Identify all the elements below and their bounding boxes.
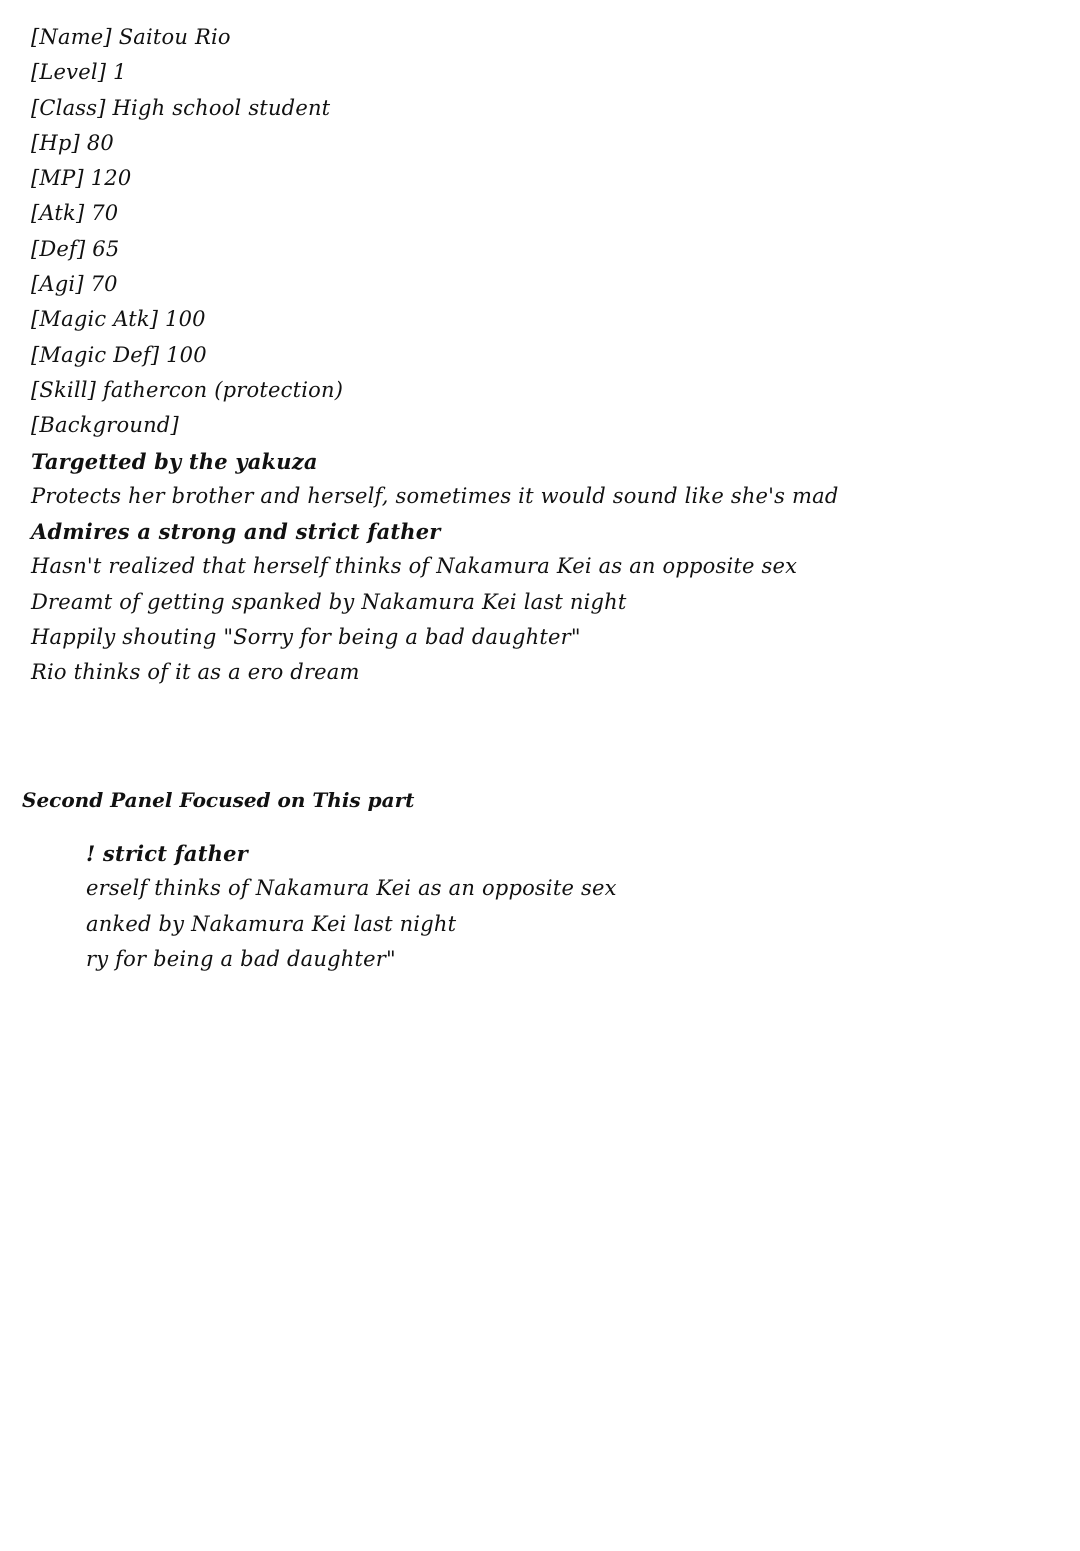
stat-hp: [Hp] 80 xyxy=(31,130,114,155)
background-line: Admires a strong and strict father xyxy=(31,519,441,545)
stat-class: [Class] High school student xyxy=(31,95,331,120)
background-line: Happily shouting "Sorry for being a bad daughter" xyxy=(31,625,581,650)
background-line: Protects her brother and herself, sometimes it would sound like she's mad xyxy=(31,483,839,508)
stats-list xyxy=(31,20,838,691)
second-panel-heading: Second Panel Focused on This part xyxy=(22,788,415,812)
stat-skill: [Skill] fathercon (protection) xyxy=(31,377,344,402)
background-line: Hasn't realized that herself thinks of Nakamura Kei as an opposite sex xyxy=(31,554,798,579)
background-line: Targetted by the yakuza xyxy=(31,448,318,474)
stat-level: [Level] 1 xyxy=(31,60,127,85)
stat-atk: [Atk] 70 xyxy=(31,201,119,226)
background-line: Dreamt of getting spanked by Nakamura Kei last night xyxy=(31,589,627,614)
stat-mp: [MP] 120 xyxy=(31,166,132,191)
stat-magic-def: [Magic Def] 100 xyxy=(31,342,207,367)
stat-background-label: [Background] xyxy=(31,413,179,438)
cropped-line: ry for being a bad daughter" xyxy=(86,946,396,971)
cropped-line: anked by Nakamura Kei last night xyxy=(86,911,457,936)
stat-name: [Name] Saitou Rio xyxy=(31,25,231,49)
cropped-line: ! strict father xyxy=(86,841,248,866)
background-line: Rio thinks of it as a ero dream xyxy=(31,660,360,685)
stat-agi: [Agi] 70 xyxy=(31,272,118,297)
second-panel-crop xyxy=(86,836,617,977)
stat-def: [Def] 65 xyxy=(31,236,120,261)
cropped-line: erself thinks of Nakamura Kei as an opposite sex xyxy=(86,876,617,901)
stat-magic-atk: [Magic Atk] 100 xyxy=(31,307,206,332)
